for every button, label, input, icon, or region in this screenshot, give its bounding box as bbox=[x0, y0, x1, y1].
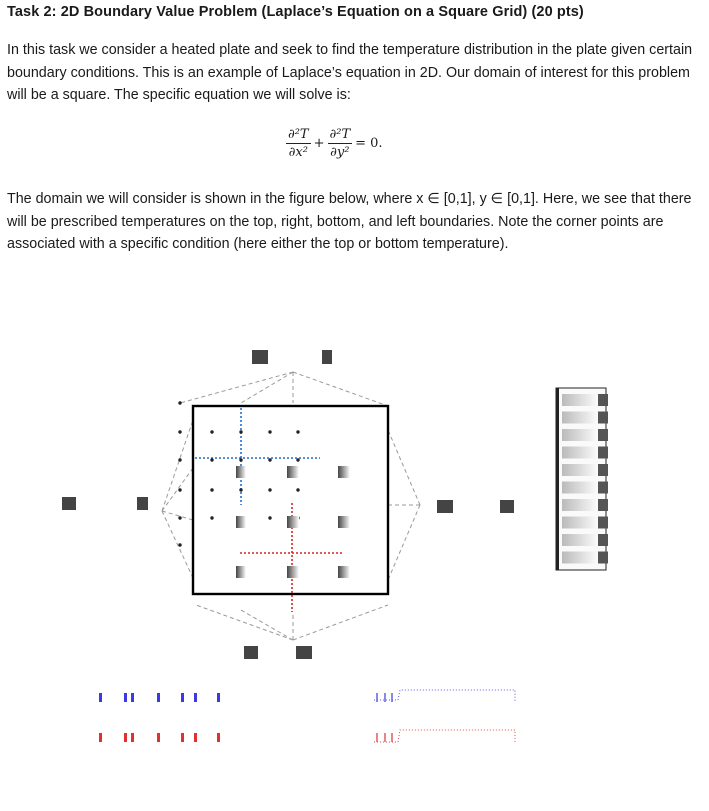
legend-tick bbox=[99, 733, 102, 742]
task-title: Task 2: 2D Boundary Value Problem (Laplace’s Equation on a Square Grid) (20 pts) bbox=[7, 4, 584, 20]
legend-tick bbox=[384, 693, 386, 702]
colorbar-gradient bbox=[562, 429, 598, 441]
colorbar-swatch bbox=[598, 464, 608, 476]
colorbar-gradient bbox=[562, 394, 598, 406]
colorbar-swatch bbox=[598, 412, 608, 424]
fraction-denominator: ∂y² bbox=[330, 145, 350, 160]
legend-tick bbox=[124, 733, 127, 742]
colorbar-gradient bbox=[562, 482, 598, 494]
colorbar-gradient bbox=[562, 552, 598, 564]
colorbar-swatch bbox=[598, 517, 608, 529]
legend-tick bbox=[391, 733, 393, 742]
dashed-connector-lines bbox=[162, 372, 420, 640]
legend-tick bbox=[157, 693, 160, 702]
fraction-denominator: ∂x² bbox=[288, 145, 308, 160]
plus-sign: + bbox=[313, 136, 325, 151]
legend-tick bbox=[131, 693, 134, 702]
domain-square bbox=[193, 406, 388, 594]
colorbar-gradient bbox=[562, 499, 598, 511]
legend-tick bbox=[194, 733, 197, 742]
legend-tick bbox=[124, 693, 127, 702]
fraction-numerator: ∂²T bbox=[288, 127, 309, 142]
colorbar-swatch bbox=[598, 394, 608, 406]
colorbar-gradient bbox=[562, 517, 598, 529]
colorbar-swatch bbox=[598, 447, 608, 459]
legend-tick bbox=[194, 693, 197, 702]
domain-paragraph: The domain we will consider is shown in the figure below, where x ∈ [0,1], y ∈ [0,1]. Here, we see that there will be prescribed temperatures on the top, right, bottom, and left boundaries. Note the corner points are associated with a specific condition (here either the top or bottom temperature). bbox=[7, 191, 692, 252]
colorbar-swatch bbox=[598, 482, 608, 494]
color-scale-bar bbox=[556, 388, 608, 570]
legend-tick bbox=[376, 733, 378, 742]
colorbar-gradient bbox=[562, 412, 598, 424]
legend-blue-line bbox=[374, 690, 515, 702]
fraction-numerator: ∂²T bbox=[329, 127, 351, 142]
colorbar-gradient bbox=[562, 534, 598, 546]
legend-tick bbox=[181, 733, 184, 742]
boundary-label-marks bbox=[62, 350, 514, 659]
faded-grid-markers bbox=[236, 466, 350, 578]
equals-zero: = 0. bbox=[355, 136, 383, 151]
legend-tick bbox=[131, 733, 134, 742]
legend-tick bbox=[391, 693, 393, 702]
colorbar-gradient bbox=[562, 464, 598, 476]
colorbar-swatch bbox=[598, 534, 608, 546]
legend-red-line bbox=[374, 730, 515, 744]
legend-tick bbox=[99, 693, 102, 702]
legend-tick bbox=[384, 733, 386, 742]
colorbar-swatch bbox=[598, 499, 608, 511]
legend-red-marks bbox=[99, 733, 393, 742]
legend-tick bbox=[376, 693, 378, 702]
legend-tick bbox=[157, 733, 160, 742]
legend-tick bbox=[217, 733, 220, 742]
legend-tick bbox=[181, 693, 184, 702]
blue-stencil bbox=[195, 408, 320, 505]
colorbar-gradient bbox=[562, 447, 598, 459]
colorbar-swatch bbox=[598, 429, 608, 441]
legend-tick bbox=[217, 693, 220, 702]
colorbar-swatch bbox=[598, 552, 608, 564]
intro-paragraph: In this task we consider a heated plate and seek to find the temperature distribution in the plate given certain boundary conditions. This is an example of Laplace’s equation in 2D. Our domain of interest for this problem will be a square. The specific equation we will solve is: bbox=[7, 42, 693, 103]
legend-blue-marks bbox=[99, 693, 393, 702]
